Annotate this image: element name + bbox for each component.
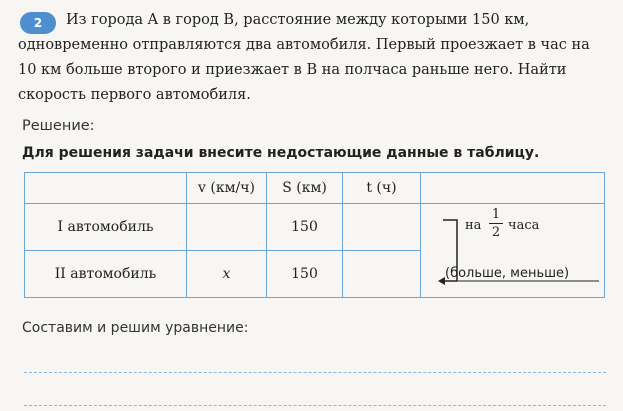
cell-speed-car-1[interactable]: [187, 204, 267, 251]
cell-speed-car-2[interactable]: x: [187, 251, 267, 298]
comparison-note-cell: [421, 204, 605, 298]
answer-line[interactable]: [24, 372, 606, 373]
note-prefix: на: [465, 218, 482, 233]
half-fraction: [489, 207, 503, 240]
row-label-car-2: II автомобиль: [25, 251, 187, 298]
table-header-row: [25, 173, 605, 204]
header-time: t (ч): [343, 173, 421, 204]
table-instruction: Для решения задачи внесите недостающие данные в таблицу.: [22, 145, 540, 161]
row-label-car-1: I автомобиль: [25, 204, 187, 251]
header-empty-cell: [25, 173, 187, 204]
header-distance: S (км): [267, 173, 343, 204]
problem-number-badge: 2: [20, 12, 56, 34]
problem-statement: Из города A в город B, расстояние между которыми 150 км, одновременно отправляются два автомобиля. Первый проезжает в час на 10 км больше второго и приезжает в B на полчаса раньше него. Найти скорость первого автомобиля.: [18, 12, 590, 103]
cell-time-car-1[interactable]: [343, 204, 421, 251]
cell-time-car-2[interactable]: [343, 251, 421, 298]
fraction-numerator: 1: [491, 207, 501, 222]
solution-label: Решение:: [22, 118, 95, 134]
fraction-bar: [489, 223, 503, 224]
header-speed: v (км/ч): [187, 173, 267, 204]
note-unit: часа: [508, 218, 540, 233]
header-note-cell: [421, 173, 605, 204]
cell-distance-car-1: 150: [267, 204, 343, 251]
note-options: (больше, меньше): [445, 266, 570, 281]
data-table: [24, 172, 605, 298]
table-row: [25, 204, 605, 251]
answer-line[interactable]: [24, 405, 606, 406]
equation-label: Составим и решим уравнение:: [22, 320, 249, 336]
cell-distance-car-2: 150: [267, 251, 343, 298]
fraction-denominator: 2: [491, 225, 501, 240]
